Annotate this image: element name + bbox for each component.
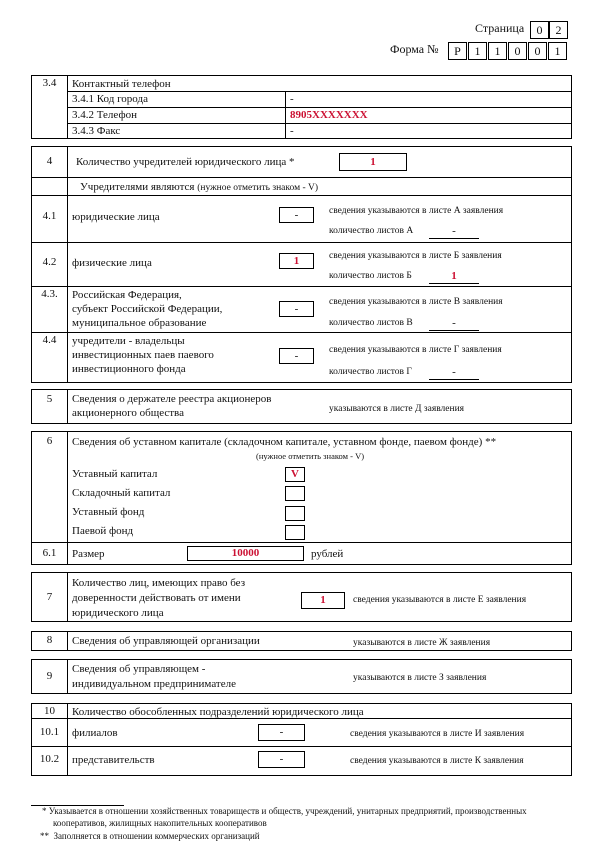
managing-organization-label: Сведения об управляющей организации: [72, 635, 260, 647]
branches-field[interactable]: -: [258, 724, 305, 741]
item-number: 10.2: [39, 753, 60, 765]
page-digit-1: 0: [530, 21, 549, 39]
fund-owners-info: сведения указываются в листе Г заявления: [329, 345, 502, 355]
form-digit-6: 1: [548, 42, 567, 60]
individuals-info: сведения указываются в листе Б заявления: [329, 251, 502, 261]
section-capital: [31, 431, 572, 565]
representative-offices-field[interactable]: -: [258, 751, 305, 768]
form-digit-2: 1: [468, 42, 487, 60]
fund-owners-field[interactable]: -: [279, 348, 314, 364]
section-number: 3.4: [42, 77, 57, 89]
sheets-b-field[interactable]: 1: [429, 270, 479, 284]
representative-offices-info: сведения указываются в листе К заявления: [350, 756, 524, 766]
charter-fund-checkbox[interactable]: [285, 506, 305, 521]
legal-entities-field[interactable]: -: [279, 207, 314, 223]
section-number: 6: [46, 435, 53, 447]
mutual-fund-checkbox[interactable]: [285, 525, 305, 540]
capital-title: Сведения об уставном капитале (складочном капитале, уставном фонде, паевом фонде) **: [72, 436, 497, 448]
fax-label: 3.4.3 Факс: [72, 125, 121, 137]
founders-count-field[interactable]: 1: [339, 153, 407, 171]
city-code-value[interactable]: -: [290, 93, 294, 105]
share-capital-checkbox[interactable]: [285, 486, 305, 501]
section-number: 7: [46, 591, 53, 603]
rf-label-line2: субъект Российской Федерации,: [72, 303, 223, 315]
form-digit-3: 1: [488, 42, 507, 60]
rf-label-line1: Российская Федерация,: [72, 289, 182, 301]
section-number: 9: [46, 670, 53, 682]
section-number: 10: [44, 705, 55, 717]
size-label: Размер: [72, 548, 105, 560]
phone-value[interactable]: 8905XXXXXXX: [290, 109, 368, 121]
fund-owners-label-line2: инвестиционных паев паевого: [72, 349, 214, 361]
individuals-field[interactable]: 1: [279, 253, 314, 269]
section-number: 4: [46, 155, 53, 167]
rf-field[interactable]: -: [279, 301, 314, 317]
form-digit-1: Р: [448, 42, 467, 60]
capital-note: (нужное отметить знаком - V): [256, 451, 365, 461]
charter-fund-label: Уставный фонд: [72, 506, 145, 518]
registry-holder-line2: акционерного общества: [72, 407, 184, 419]
sheets-a-label: количество листов А: [329, 226, 414, 236]
authorized-persons-line1: Количество лиц, имеющих право без: [72, 577, 246, 589]
managing-entrepreneur-info: указываются в листе З заявления: [353, 673, 487, 683]
section-authorized-persons: [31, 572, 572, 622]
phone-label: 3.4.2 Телефон: [72, 109, 137, 121]
individuals-label: физические лица: [72, 257, 152, 269]
form-label: Форма №: [390, 42, 439, 56]
authorized-persons-line2: доверенности действовать от имени: [72, 592, 241, 604]
section-managing-entrepreneur: [31, 659, 572, 694]
authorized-persons-line3: юридического лица: [72, 607, 164, 619]
sheets-a-field[interactable]: -: [429, 225, 479, 239]
sheets-b-label: количество листов Б: [329, 271, 412, 281]
representative-offices-label: представительств: [72, 754, 155, 766]
legal-entities-info: сведения указываются в листе А заявления: [329, 206, 504, 216]
city-code-label: 3.4.1 Код города: [72, 93, 148, 105]
section-number: 5: [46, 393, 53, 405]
sheets-v-field[interactable]: -: [429, 317, 479, 331]
section-contact-phone: [31, 75, 572, 139]
share-capital-label: Складочный капитал: [72, 487, 171, 499]
item-number: 4.1: [42, 210, 57, 222]
rf-info: сведения указываются в листе В заявления: [329, 297, 503, 307]
founders-note: Учредителями являются (нужное отметить знаком - V): [80, 181, 319, 193]
rf-label-line3: муниципальное образование: [72, 317, 207, 329]
item-number: 10.1: [39, 726, 60, 738]
branches-info: сведения указываются в листе И заявления: [350, 729, 525, 739]
sheets-v-label: количество листов В: [329, 318, 413, 328]
sheets-g-field[interactable]: -: [429, 366, 479, 380]
section-registry-holder: [31, 389, 572, 424]
footnote-1: * Указывается в отношении хозяйственных товариществ и обществ, учреждений, унитарных предприятий, производственных: [42, 806, 527, 816]
sheets-g-label: количество листов Г: [329, 367, 412, 377]
fund-owners-label-line1: учредители - владельцы: [72, 335, 185, 347]
branches-title: Количество обособленных подразделений юридического лица: [72, 706, 364, 718]
authorized-persons-info: сведения указываются в листе Е заявления: [353, 595, 527, 605]
authorized-persons-field[interactable]: 1: [301, 592, 345, 609]
page-label: Страница: [475, 21, 525, 35]
branches-label: филиалов: [72, 727, 118, 739]
charter-capital-label: Уставный капитал: [72, 468, 158, 480]
registry-holder-info: указываются в листе Д заявления: [329, 404, 465, 414]
footnote-1-continued: кооперативов, жилищных накопительных кооперативов: [53, 818, 267, 828]
footnote-2: ** Заполняется в отношении коммерческих организаций: [40, 831, 260, 841]
founders-count-label: Количество учредителей юридического лица *: [76, 156, 295, 168]
charter-capital-checkbox[interactable]: V: [285, 467, 305, 482]
fax-value[interactable]: -: [290, 125, 294, 137]
mutual-fund-label: Паевой фонд: [72, 525, 134, 537]
item-number: 4.2: [42, 256, 57, 268]
item-number: 4.3.: [41, 288, 58, 300]
fund-owners-label-line3: инвестиционного фонда: [72, 363, 186, 375]
section-branches: [31, 703, 572, 776]
managing-entrepreneur-line1: Сведения об управляющем -: [72, 663, 206, 675]
section-managing-organization: [31, 631, 572, 651]
legal-entities-label: юридические лица: [72, 211, 160, 223]
size-unit: рублей: [311, 548, 344, 560]
managing-entrepreneur-line2: индивидуальном предпринимателе: [72, 678, 236, 690]
form-digit-4: 0: [508, 42, 527, 60]
registry-holder-line1: Сведения о держателе реестра акционеров: [72, 393, 272, 405]
size-field[interactable]: 10000: [187, 546, 304, 561]
size-number: 6.1: [42, 547, 57, 559]
form-digit-5: 0: [528, 42, 547, 60]
section-title: Контактный телефон: [72, 78, 171, 90]
section-number: 8: [46, 634, 53, 646]
section-founders: [31, 146, 572, 383]
managing-organization-info: указываются в листе Ж заявления: [353, 638, 491, 648]
page-digit-2: 2: [549, 21, 568, 39]
item-number: 4.4: [42, 334, 57, 346]
